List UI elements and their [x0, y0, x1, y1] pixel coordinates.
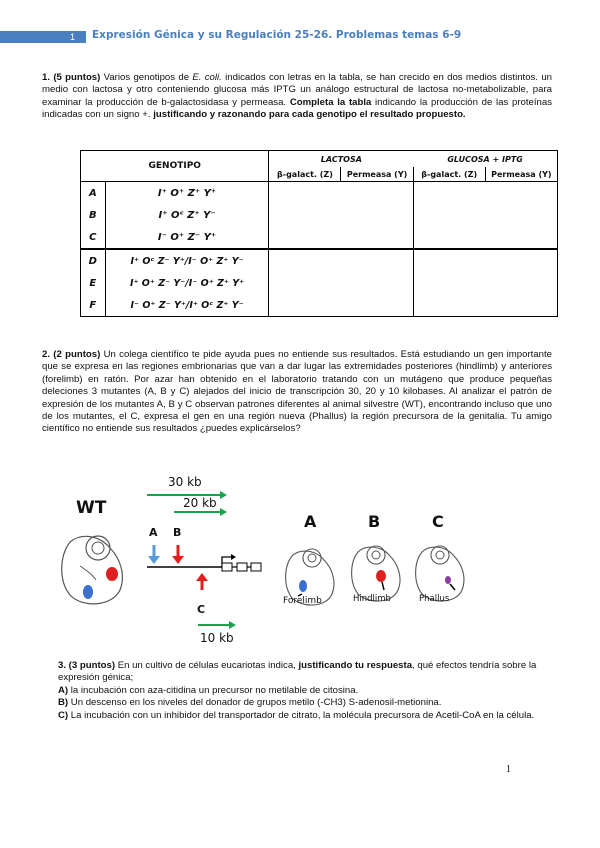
lactosa-header: LACTOSA	[269, 151, 413, 168]
row-letter: B	[81, 204, 106, 226]
cell-lactosa-abc[interactable]	[269, 182, 413, 250]
row-letter: E	[81, 272, 106, 294]
q3-lead: 3. (3 puntos)	[58, 660, 116, 671]
arrow-30kb-head	[220, 491, 227, 499]
subheader-lac-z: β-galact. (Z)	[269, 167, 341, 182]
label-20kb: 20 kb	[183, 496, 217, 510]
wt-forelimb-stain	[83, 585, 93, 599]
label-mutant-a: A	[304, 512, 317, 531]
label-hindlimb: Hindlimb	[353, 594, 391, 604]
mutant-c-phallus-stain	[445, 576, 451, 584]
row-genotype: I⁺ O⁺ Z⁺ Y⁺	[105, 182, 269, 205]
mutant-b-embryo	[352, 546, 400, 601]
row-genotype: I⁻ O⁺ Z⁻ Y⁺/I⁺ Oᶜ Z⁺ Y⁻	[105, 294, 269, 317]
cell-glucosa-def[interactable]	[413, 249, 557, 317]
table-row	[81, 182, 558, 205]
label-wt: WT	[76, 498, 107, 518]
page-number: 1	[506, 764, 511, 775]
row-genotype: I⁺ O⁺ Z⁻ Y⁻/I⁻ O⁺ Z⁺ Y⁺	[105, 272, 269, 294]
row-genotype: I⁺ Oᶜ Z⁻ Y⁺/I⁻ O⁺ Z⁺ Y⁻	[105, 249, 269, 272]
exon-1	[222, 563, 232, 571]
q3-item-c: C) La incubación con un inhibidor del transportador de citrato, la molécula precursora de Acetil-CoA en la célula.	[58, 709, 535, 721]
arrow-20kb-head	[220, 508, 227, 516]
genotipo-header: GENOTIPO	[81, 151, 269, 182]
row-genotype: I⁻ O⁺ Z⁻ Y⁺	[105, 226, 269, 249]
row-letter: F	[81, 294, 106, 317]
arrow-b-head	[172, 556, 184, 564]
enhancer-figure	[0, 470, 600, 650]
genotype-table	[80, 150, 558, 317]
row-letter: C	[81, 226, 106, 249]
cell-glucosa-abc[interactable]	[413, 182, 557, 250]
figure-svg	[0, 470, 600, 650]
mutant-a-forelimb-stain	[299, 580, 307, 592]
label-30kb: 30 kb	[168, 475, 202, 489]
exon-2	[237, 563, 247, 571]
mutant-b-hindlimb-stain	[376, 570, 386, 582]
arrow-a-head	[148, 556, 160, 564]
question-2: 2. (2 puntos) Un colega científico te pide ayuda pues no entiende sus resultados. Está estudiando un gen importante que se expresa en las regiones embrionarias que van a dar lugar las extremidades posteriores (hindlimb) y anteriores (forelimb) en ratón. Por azar han obtenido en el laboratorio tratando con un mutágeno que produce pequeñas deleciones 3 mutantes (A, B y C) alejados del inicio de transcripción 30, 20 y 10 kilobases. Al analizar el patrón de expresión de los mutantes A, B y C observan patrones diferentes al animal silvestre (WT), encontrando incluso que uno de los mutantes, el C, expresa el gen en una región nueva (Phallus) la región precursora de la genitalia. Tu amigo científico no entiende sus resultados ¿puedes explicárselos?	[42, 349, 553, 435]
glucosa-header: GLUCOSA + IPTG	[413, 151, 557, 168]
q1-organism: E. coli.	[192, 72, 222, 83]
label-forelimb: Forelimb	[283, 596, 322, 606]
table-row	[81, 249, 558, 272]
subheader-glu-y: Permeasa (Y)	[485, 167, 557, 182]
label-mutant-b: B	[368, 512, 381, 531]
q3-item-a: A) la incubación con aza-citidina un precursor no metilable de citosina.	[58, 684, 359, 696]
wt-hindlimb-stain	[106, 567, 118, 581]
row-letter: A	[81, 182, 106, 205]
label-arrow-a: A	[149, 526, 158, 539]
exon-3	[251, 563, 261, 571]
header-page-number: 1	[70, 32, 76, 42]
question-3: 3. (3 puntos) En un cultivo de células eucariotas indica, justificando tu respuesta, qué efectos tendría sobre la expresión génica; A) la incubación con aza-citidina un precursor no metilable de citosina. B) Un descenso en los niveles del donador de grupos metilo (-CH3) S-adenosil-metionina. C) La incubación con un inhibidor del transportador de citrato, la molécula precursora de Acetil-CoA en la célula.	[58, 660, 558, 722]
arrow-c-head	[196, 573, 208, 581]
label-mutant-c: C	[432, 512, 444, 531]
wt-embryo	[62, 536, 123, 604]
row-letter: D	[81, 249, 106, 272]
subheader-lac-y: Permeasa (Y)	[341, 167, 413, 182]
subheader-glu-z: β-galact. (Z)	[413, 167, 485, 182]
q2-lead: 2. (2 puntos)	[42, 349, 101, 360]
q3-item-b: B) Un descenso en los niveles del donador de grupos metilo (-CH3) S-adenosil-metionina.	[58, 697, 442, 709]
label-phallus: Phallus	[419, 594, 450, 604]
row-genotype: I⁺ Oᶜ Z⁺ Y⁻	[105, 204, 269, 226]
question-1: 1. (5 puntos) Varios genotipos de E. coli. indicados con letras en la tabla, se han crecido en dos medios distintos. un medio con lactosa y otro conteniendo glucosa más IPTG un análogo estructural de lactosa no-metabolizable, para examinar la producción de b-galactosidasa y permeasa. Completa la tabla indicando la producción de las proteínas indicadas con un signo +. justificando y razonando para cada genotipo el resultado propuesto.	[42, 72, 553, 121]
q1-lead: 1. (5 puntos)	[42, 72, 101, 83]
label-arrow-b: B	[173, 526, 182, 539]
mutant-c-embryo	[416, 546, 464, 601]
header-title: Expresión Génica y su Regulación 25-26. Problemas temas 6-9	[92, 29, 462, 41]
arrow-10kb-head	[229, 621, 236, 629]
label-10kb: 10 kb	[200, 631, 234, 645]
cell-lactosa-def[interactable]	[269, 249, 413, 317]
label-arrow-c: C	[197, 603, 206, 616]
